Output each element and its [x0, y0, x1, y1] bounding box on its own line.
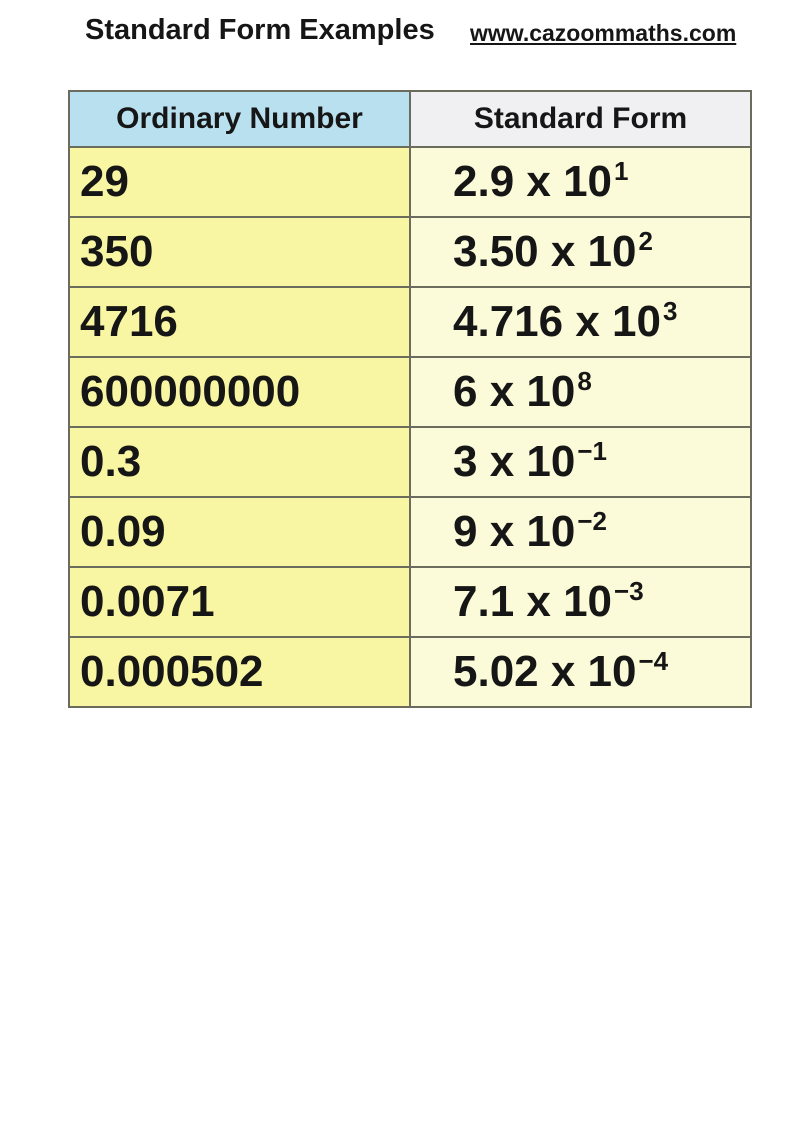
- document-header: [0, 0, 800, 60]
- ordinary-number-cell: [69, 357, 410, 427]
- ordinary-number-cell: [69, 427, 410, 497]
- standard-form-cell: [410, 357, 751, 427]
- ordinary-number-cell: [69, 637, 410, 707]
- standard-form-exponent: −3: [614, 575, 644, 606]
- standard-form-base: 4.716 x 10: [453, 297, 661, 346]
- standard-form-exponent: 8: [577, 365, 592, 396]
- ordinary-number-cell: [69, 497, 410, 567]
- standard-form-base: 9 x 10: [453, 507, 576, 556]
- ordinary-number-value: 0.0071: [80, 577, 215, 626]
- standard-form-cell: [410, 497, 751, 567]
- ordinary-number-value: 0.09: [80, 507, 166, 556]
- standard-form-cell: [410, 637, 751, 707]
- column-header-ordinary-number: Ordinary Number: [69, 91, 410, 147]
- standard-form-exponent: 3: [662, 295, 678, 326]
- ordinary-number-cell: [69, 217, 410, 287]
- table-row: [69, 427, 751, 497]
- table-row: [69, 497, 751, 567]
- standard-form-exponent: 1: [614, 155, 629, 186]
- standard-form-base: 7.1 x 10: [453, 577, 613, 626]
- ordinary-number-cell: [69, 567, 410, 637]
- column-header-standard-form: Standard Form: [410, 91, 751, 147]
- ordinary-number-value: 4716: [80, 297, 178, 346]
- standard-form-base: 2.9 x 10: [453, 157, 613, 206]
- standard-form-base: 3.50 x 10: [453, 227, 637, 276]
- ordinary-number-value: 350: [80, 227, 154, 276]
- website-link[interactable]: www.cazoommaths.com: [470, 20, 737, 46]
- table-row: [69, 147, 751, 217]
- standard-form-cell: [410, 147, 751, 217]
- standard-form-base: 3 x 10: [453, 437, 576, 486]
- ordinary-number-value: 0.3: [80, 437, 142, 486]
- standard-form-exponent: −4: [638, 645, 669, 676]
- standard-form-base: 5.02 x 10: [453, 647, 637, 696]
- ordinary-number-value: 0.000502: [80, 647, 264, 696]
- page-title: Standard Form Examples: [85, 14, 435, 46]
- table-row: [69, 637, 751, 707]
- standard-form-base: 6 x 10: [453, 367, 576, 416]
- ordinary-number-value: 29: [80, 157, 129, 206]
- ordinary-number-cell: [69, 287, 410, 357]
- standard-form-cell: [410, 567, 751, 637]
- standard-form-cell: [410, 427, 751, 497]
- ordinary-number-value: 600000000: [80, 367, 301, 416]
- table-body: [69, 147, 751, 707]
- standard-form-exponent: −2: [577, 505, 607, 536]
- standard-form-cell: [410, 287, 751, 357]
- standard-form-cell: [410, 217, 751, 287]
- standard-form-exponent: −1: [577, 435, 607, 466]
- table-row: [69, 217, 751, 287]
- table-row: [69, 567, 751, 637]
- ordinary-number-cell: [69, 147, 410, 217]
- standard-form-exponent: 2: [638, 225, 653, 256]
- standard-form-table: [68, 90, 752, 708]
- table-row: [69, 287, 751, 357]
- table-header-row: [69, 91, 751, 147]
- table-row: [69, 357, 751, 427]
